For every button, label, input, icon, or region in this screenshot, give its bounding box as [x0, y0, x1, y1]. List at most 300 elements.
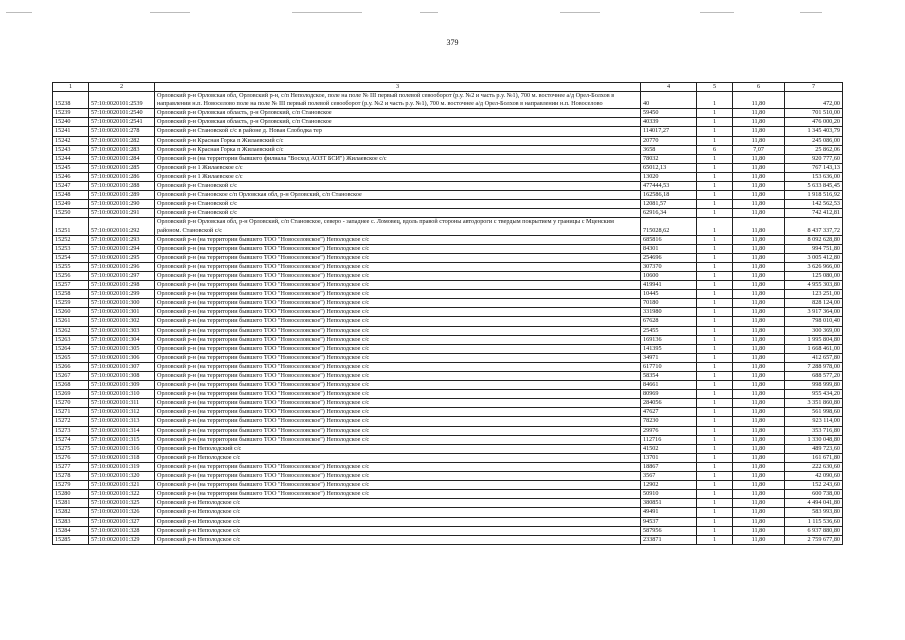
count-cell: 1: [697, 326, 733, 335]
row-number-cell: 15263: [53, 335, 89, 344]
value-cell: 123 251,00: [785, 290, 843, 299]
rate-cell: 11,80: [733, 453, 785, 462]
location-cell: Орловский р-н (на территории бывшего ТОО "Новоселовское") Неполодское с/с: [155, 344, 641, 353]
count-cell: 1: [697, 472, 733, 481]
location-cell: Орловский р-н (на территории бывшего ТОО "Новоселовское") Неполодское с/с: [155, 362, 641, 371]
count-cell: 1: [697, 408, 733, 417]
row-number-cell: 15247: [53, 182, 89, 191]
value-cell: 42 090,60: [785, 472, 843, 481]
rate-cell: 11,80: [733, 218, 785, 235]
count-cell: 1: [697, 435, 733, 444]
count-cell: 1: [697, 390, 733, 399]
count-cell: 1: [697, 218, 733, 235]
table-row: [53, 444, 843, 453]
table-row: [53, 526, 843, 535]
value-cell: 920 777,60: [785, 154, 843, 163]
location-cell: Орловский р-н (на территории бывшего ТОО "Новоселовское") Неполодское с/с: [155, 417, 641, 426]
row-number-cell: 15270: [53, 399, 89, 408]
row-number-cell: 15249: [53, 200, 89, 209]
table-row: [53, 399, 843, 408]
table-row: [53, 390, 843, 399]
table-row: [53, 353, 843, 362]
rate-cell: 11,80: [733, 517, 785, 526]
rate-cell: 11,80: [733, 362, 785, 371]
cadastral-number-cell: 57:10:0020101:293: [89, 235, 155, 244]
value-cell: 2 759 677,80: [785, 535, 843, 544]
area-cell: 47627: [641, 408, 697, 417]
area-cell: 10600: [641, 271, 697, 280]
count-cell: 1: [697, 281, 733, 290]
count-cell: 1: [697, 344, 733, 353]
row-number-cell: 15244: [53, 154, 89, 163]
area-cell: 419941: [641, 281, 697, 290]
rate-cell: 11,80: [733, 390, 785, 399]
value-cell: 8 092 628,80: [785, 235, 843, 244]
location-cell: Орловский р-н (на территории бывшего ТОО "Новоселовское") Неполодское с/с: [155, 490, 641, 499]
rate-cell: 11,80: [733, 353, 785, 362]
table-row: [53, 344, 843, 353]
area-cell: 29976: [641, 426, 697, 435]
table-row: [53, 372, 843, 381]
table-row: [53, 417, 843, 426]
value-cell: 1 345 403,79: [785, 127, 843, 136]
count-cell: 1: [697, 526, 733, 535]
area-cell: 3567: [641, 472, 697, 481]
row-number-cell: 15281: [53, 499, 89, 508]
cadastral-number-cell: 57:10:0020101:329: [89, 535, 155, 544]
table-row: [53, 453, 843, 462]
row-number-cell: 15240: [53, 118, 89, 127]
value-cell: 1 330 048,80: [785, 435, 843, 444]
rate-cell: 7,07: [733, 145, 785, 154]
count-cell: 1: [697, 353, 733, 362]
count-cell: 1: [697, 481, 733, 490]
row-number-cell: 15264: [53, 344, 89, 353]
cadastral-number-cell: 57:10:0020101:284: [89, 154, 155, 163]
value-cell: 742 412,81: [785, 209, 843, 218]
table-row: [53, 253, 843, 262]
row-number-cell: 15246: [53, 172, 89, 181]
table-row: [53, 290, 843, 299]
row-number-cell: 15252: [53, 235, 89, 244]
area-cell: 78032: [641, 154, 697, 163]
header-cell: 7: [785, 83, 843, 92]
rate-cell: 11,80: [733, 200, 785, 209]
table-row: [53, 408, 843, 417]
count-cell: 1: [697, 127, 733, 136]
rate-cell: 11,80: [733, 290, 785, 299]
cadastral-number-cell: 57:10:0020101:325: [89, 499, 155, 508]
count-cell: 6: [697, 145, 733, 154]
table-row: [53, 508, 843, 517]
value-cell: 798 010,40: [785, 317, 843, 326]
header-cell: 3: [155, 83, 641, 92]
area-cell: 380851: [641, 499, 697, 508]
value-cell: 4 955 303,80: [785, 281, 843, 290]
location-cell: Орловский р-н Неполодское с/с: [155, 453, 641, 462]
table-body: [53, 92, 843, 545]
rate-cell: 11,80: [733, 481, 785, 490]
value-cell: 412 657,80: [785, 353, 843, 362]
value-cell: 828 124,00: [785, 299, 843, 308]
row-number-cell: 15276: [53, 453, 89, 462]
location-cell: Орловский р-н (на территории бывшего ТОО "Новоселовское") Неполодское с/с: [155, 235, 641, 244]
rate-cell: 11,80: [733, 127, 785, 136]
count-cell: 1: [697, 154, 733, 163]
location-cell: Орловский р-н (на территории бывшего ТОО "Новоселовское") Неполодское с/с: [155, 481, 641, 490]
row-number-cell: 15242: [53, 136, 89, 145]
table-row: [53, 172, 843, 181]
value-cell: 583 993,80: [785, 508, 843, 517]
rate-cell: 11,80: [733, 526, 785, 535]
value-cell: 25 862,06: [785, 145, 843, 154]
table-row: [53, 163, 843, 172]
rate-cell: 11,80: [733, 136, 785, 145]
area-cell: 80969: [641, 390, 697, 399]
area-cell: 715028,62: [641, 218, 697, 235]
cadastral-number-cell: 57:10:0020101:307: [89, 362, 155, 371]
table-row: [53, 281, 843, 290]
value-cell: 561 998,60: [785, 408, 843, 417]
value-cell: 600 738,00: [785, 490, 843, 499]
table-row: [53, 335, 843, 344]
cadastral-number-cell: 57:10:0020101:301: [89, 308, 155, 317]
row-number-cell: 15250: [53, 209, 89, 218]
table-row: [53, 118, 843, 127]
location-cell: Орловский р-н (на территории бывшего ТОО "Новоселовское") Неполодское с/с: [155, 353, 641, 362]
rate-cell: 11,80: [733, 535, 785, 544]
location-cell: Орловский р-н Неполодское с/с: [155, 517, 641, 526]
value-cell: 1 995 804,80: [785, 335, 843, 344]
page-number: 379: [446, 38, 459, 47]
value-cell: 472,00: [785, 92, 843, 109]
table-row: [53, 481, 843, 490]
cadastral-number-cell: 57:10:0020101:313: [89, 417, 155, 426]
location-cell: Орловский р-н (на территории бывшего ТОО "Новоселовское") Неполодское с/с: [155, 381, 641, 390]
area-cell: 41502: [641, 444, 697, 453]
count-cell: 1: [697, 399, 733, 408]
table-row: [53, 308, 843, 317]
rate-cell: 11,80: [733, 462, 785, 471]
location-cell: Орловский р-н 1 Жилаевское с/с: [155, 163, 641, 172]
area-cell: 13020: [641, 172, 697, 181]
value-cell: 1 918 516,92: [785, 191, 843, 200]
value-cell: 701 510,00: [785, 109, 843, 118]
cadastral-number-cell: 57:10:0020101:288: [89, 182, 155, 191]
area-cell: 62916,34: [641, 209, 697, 218]
area-cell: 587956: [641, 526, 697, 535]
rate-cell: 11,80: [733, 182, 785, 191]
cadastral-number-cell: 57:10:0020101:2539: [89, 92, 155, 109]
row-number-cell: 15268: [53, 381, 89, 390]
area-cell: 233871: [641, 535, 697, 544]
count-cell: 1: [697, 172, 733, 181]
table-row: [53, 200, 843, 209]
rate-cell: 11,80: [733, 372, 785, 381]
area-cell: 617710: [641, 362, 697, 371]
rate-cell: 11,80: [733, 253, 785, 262]
row-number-cell: 15255: [53, 262, 89, 271]
count-cell: 1: [697, 235, 733, 244]
row-number-cell: 15282: [53, 508, 89, 517]
location-cell: Орловский р-н Неполодский с/с: [155, 444, 641, 453]
location-cell: Орловский р-н (на территории бывшего ТОО "Новоселовское") Неполодское с/с: [155, 435, 641, 444]
location-cell: Орловский р-н (на территории бывшего ТОО "Новоселовское") Неполодское с/с: [155, 335, 641, 344]
table-row: [53, 535, 843, 544]
cadastral-number-cell: 57:10:0020101:2540: [89, 109, 155, 118]
cadastral-number-cell: 57:10:0020101:298: [89, 281, 155, 290]
area-cell: 70180: [641, 299, 697, 308]
row-number-cell: 15269: [53, 390, 89, 399]
location-cell: Орловский р-н 1 Жилаевское с/с: [155, 172, 641, 181]
count-cell: 1: [697, 136, 733, 145]
cadastral-number-cell: 57:10:0020101:326: [89, 508, 155, 517]
value-cell: 3 626 966,00: [785, 262, 843, 271]
area-cell: 65012,13: [641, 163, 697, 172]
rate-cell: 11,80: [733, 435, 785, 444]
table-row: [53, 209, 843, 218]
row-number-cell: 15261: [53, 317, 89, 326]
count-cell: 1: [697, 290, 733, 299]
count-cell: 1: [697, 499, 733, 508]
value-cell: 161 671,80: [785, 453, 843, 462]
value-cell: 142 562,53: [785, 200, 843, 209]
row-number-cell: 15280: [53, 490, 89, 499]
value-cell: 489 723,60: [785, 444, 843, 453]
table-row: [53, 109, 843, 118]
table-row: [53, 317, 843, 326]
scan-noise: [0, 8, 905, 22]
location-cell: Орловский р-н (на территории бывшего ТОО "Новоселовское") Неполодское с/с: [155, 399, 641, 408]
count-cell: 1: [697, 109, 733, 118]
row-number-cell: 15251: [53, 218, 89, 235]
table-row: [53, 127, 843, 136]
area-cell: 25455: [641, 326, 697, 335]
location-cell: Орловский р-н (на территории бывшего ТОО "Новоселовское") Неполодское с/с: [155, 253, 641, 262]
table-row: [53, 499, 843, 508]
count-cell: 1: [697, 517, 733, 526]
row-number-cell: 15274: [53, 435, 89, 444]
table-row: [53, 326, 843, 335]
area-cell: 169136: [641, 335, 697, 344]
value-cell: 3 351 860,80: [785, 399, 843, 408]
rate-cell: 11,80: [733, 172, 785, 181]
cadastral-number-cell: 57:10:0020101:289: [89, 191, 155, 200]
value-cell: 923 114,00: [785, 417, 843, 426]
header-cell: 2: [89, 83, 155, 92]
rate-cell: 11,80: [733, 444, 785, 453]
row-number-cell: 15283: [53, 517, 89, 526]
cadastral-number-cell: 57:10:0020101:328: [89, 526, 155, 535]
cadastral-number-cell: 57:10:0020101:310: [89, 390, 155, 399]
location-cell: Орловский р-н (на территории бывшего ТОО "Новоселовское") Неполодское с/с: [155, 390, 641, 399]
value-cell: 6 937 880,80: [785, 526, 843, 535]
area-cell: 12902: [641, 481, 697, 490]
cadastral-number-cell: 57:10:0020101:296: [89, 262, 155, 271]
location-cell: Орловский р-н Неполодское с/с: [155, 526, 641, 535]
value-cell: 245 086,00: [785, 136, 843, 145]
cadastral-number-cell: 57:10:0020101:314: [89, 426, 155, 435]
location-cell: Орловский р-н Становской с/с в районе д. Новая Слободка тер: [155, 127, 641, 136]
location-cell: Орловский р-н (на территории бывшего ТОО "Новоселовское") Неполодское с/с: [155, 281, 641, 290]
rate-cell: 11,80: [733, 490, 785, 499]
row-number-cell: 15284: [53, 526, 89, 535]
value-cell: 3 917 364,00: [785, 308, 843, 317]
row-number-cell: 15266: [53, 362, 89, 371]
table-row: [53, 218, 843, 235]
count-cell: 1: [697, 381, 733, 390]
area-cell: 112716: [641, 435, 697, 444]
table-row: [53, 426, 843, 435]
cadastral-number-cell: 57:10:0020101:303: [89, 326, 155, 335]
location-cell: Орловский р-н (на территории бывшего ТОО "Новоселовское") Неполодское с/с: [155, 244, 641, 253]
count-cell: 1: [697, 253, 733, 262]
area-cell: 254696: [641, 253, 697, 262]
table-row: [53, 271, 843, 280]
table-row: [53, 517, 843, 526]
row-number-cell: 15265: [53, 353, 89, 362]
table-row: [53, 244, 843, 253]
cadastral-number-cell: 57:10:0020101:316: [89, 444, 155, 453]
area-cell: 78230: [641, 417, 697, 426]
rate-cell: 11,80: [733, 235, 785, 244]
cadastral-number-cell: 57:10:0020101:290: [89, 200, 155, 209]
cadastral-number-cell: 57:10:0020101:305: [89, 344, 155, 353]
location-cell: Орловский р-н Становской с/с: [155, 209, 641, 218]
cadastral-number-cell: 57:10:0020101:312: [89, 408, 155, 417]
count-cell: 1: [697, 92, 733, 109]
row-number-cell: 15256: [53, 271, 89, 280]
cadastral-number-cell: 57:10:0020101:320: [89, 472, 155, 481]
count-cell: 1: [697, 308, 733, 317]
location-cell: Орловский р-н (на территории бывшего ТОО "Новоселовское") Неполодское с/с: [155, 426, 641, 435]
row-number-cell: 15239: [53, 109, 89, 118]
registry-table: [52, 82, 843, 545]
location-cell: Орловский р-н Орловская обл, Орловский р-н, с/п Неполодское, поле на поле № III первый полевой севооборот (р.у. №2 и часть р.у. №1), 700 м. восточнее а/д Орел-Болхов в направлении н.п. Новоселово поле на поле № III первый полевой севооборот (р.у. №2 и часть р.у. №1), 700 м. восточнее а/д Орел-Болхов в направлении н.п. Новоселово: [155, 92, 641, 109]
location-cell: Орловский р-н (на территории бывшего ТОО "Новоселовское") Неполодское с/с: [155, 271, 641, 280]
count-cell: 1: [697, 244, 733, 253]
area-cell: 114017,27: [641, 127, 697, 136]
rate-cell: 11,80: [733, 499, 785, 508]
cadastral-number-cell: 57:10:0020101:278: [89, 127, 155, 136]
area-cell: 49491: [641, 508, 697, 517]
location-cell: Орловский р-н Орловская область, р-н Орловский, с/п Становское: [155, 118, 641, 127]
rate-cell: 11,80: [733, 262, 785, 271]
value-cell: 1 115 536,60: [785, 517, 843, 526]
area-cell: 307370: [641, 262, 697, 271]
value-cell: 7 288 978,00: [785, 362, 843, 371]
header-row: [53, 83, 843, 92]
location-cell: Орловский р-н Неполодское с/с: [155, 499, 641, 508]
location-cell: Орловский р-н (на территории бывшего ТОО "Новоселовское") Неполодское с/с: [155, 317, 641, 326]
location-cell: Орловский р-н (на территории бывшего ТОО "Новоселовское") Неполодское с/с: [155, 299, 641, 308]
rate-cell: 11,80: [733, 163, 785, 172]
cadastral-number-cell: 57:10:0020101:291: [89, 209, 155, 218]
table-row: [53, 381, 843, 390]
row-number-cell: 15271: [53, 408, 89, 417]
row-number-cell: 15253: [53, 244, 89, 253]
value-cell: 8 437 337,72: [785, 218, 843, 235]
row-number-cell: 15248: [53, 191, 89, 200]
rate-cell: 11,80: [733, 426, 785, 435]
location-cell: Орловский р-н Красная Горка п Жилаевский с/с: [155, 145, 641, 154]
location-cell: Орловский р-н Орловская обл, р-н Орловский, с/п Становское, северо - западнее с. Ломовец, вдоль правой стороны автодороги с твердым покрытием у границы с Мценским районом. Становской с/с: [155, 218, 641, 235]
row-number-cell: 15267: [53, 372, 89, 381]
location-cell: Орловский р-н (на территории бывшего филиала "Восход АОЗТ БСИ") Жилаевское с/с: [155, 154, 641, 163]
rate-cell: 11,80: [733, 191, 785, 200]
count-cell: 1: [697, 444, 733, 453]
count-cell: 1: [697, 490, 733, 499]
value-cell: 153 636,00: [785, 172, 843, 181]
location-cell: Орловский р-н (на территории бывшего ТОО "Новоселовское") Неполодское с/с: [155, 408, 641, 417]
location-cell: Орловский р-н Становской с/с: [155, 200, 641, 209]
rate-cell: 11,80: [733, 381, 785, 390]
count-cell: 1: [697, 426, 733, 435]
rate-cell: 11,80: [733, 317, 785, 326]
table-row: [53, 154, 843, 163]
value-cell: 476 000,20: [785, 118, 843, 127]
count-cell: 1: [697, 508, 733, 517]
row-number-cell: 15243: [53, 145, 89, 154]
cadastral-number-cell: 57:10:0020101:2541: [89, 118, 155, 127]
row-number-cell: 15245: [53, 163, 89, 172]
rate-cell: 11,80: [733, 154, 785, 163]
cadastral-number-cell: 57:10:0020101:304: [89, 335, 155, 344]
count-cell: 1: [697, 200, 733, 209]
cadastral-number-cell: 57:10:0020101:308: [89, 372, 155, 381]
value-cell: 998 999,80: [785, 381, 843, 390]
row-number-cell: 15260: [53, 308, 89, 317]
header-cell: 1: [53, 83, 89, 92]
row-number-cell: 15241: [53, 127, 89, 136]
rate-cell: 11,80: [733, 92, 785, 109]
count-cell: 1: [697, 372, 733, 381]
area-cell: 284056: [641, 399, 697, 408]
rate-cell: 11,80: [733, 344, 785, 353]
count-cell: 1: [697, 535, 733, 544]
rate-cell: 11,80: [733, 335, 785, 344]
cadastral-number-cell: 57:10:0020101:315: [89, 435, 155, 444]
cadastral-number-cell: 57:10:0020101:319: [89, 462, 155, 471]
count-cell: 1: [697, 118, 733, 127]
count-cell: 1: [697, 335, 733, 344]
count-cell: 1: [697, 262, 733, 271]
row-number-cell: 15277: [53, 462, 89, 471]
value-cell: 767 143,13: [785, 163, 843, 172]
cadastral-number-cell: 57:10:0020101:285: [89, 163, 155, 172]
row-number-cell: 15258: [53, 290, 89, 299]
rate-cell: 11,80: [733, 408, 785, 417]
location-cell: Орловский р-н (на территории бывшего ТОО "Новоселовское") Неполодское с/с: [155, 308, 641, 317]
location-cell: Орловский р-н Становское с/п Орловская обл, р-н Орловский, с/п Становское: [155, 191, 641, 200]
rate-cell: 11,80: [733, 472, 785, 481]
area-cell: 40339: [641, 118, 697, 127]
count-cell: 1: [697, 462, 733, 471]
value-cell: 955 434,20: [785, 390, 843, 399]
table-row: [53, 299, 843, 308]
count-cell: 1: [697, 209, 733, 218]
rate-cell: 11,80: [733, 326, 785, 335]
cadastral-number-cell: 57:10:0020101:292: [89, 218, 155, 235]
cadastral-number-cell: 57:10:0020101:302: [89, 317, 155, 326]
header-cell: 4: [641, 83, 697, 92]
location-cell: Орловский р-н (на территории бывшего ТОО "Новоселовское") Неполодское с/с: [155, 326, 641, 335]
count-cell: 1: [697, 299, 733, 308]
row-number-cell: 15285: [53, 535, 89, 544]
value-cell: 4 494 041,80: [785, 499, 843, 508]
count-cell: 1: [697, 191, 733, 200]
location-cell: Орловский р-н (на территории бывшего ТОО "Новоселовское") Неполодское с/с: [155, 262, 641, 271]
